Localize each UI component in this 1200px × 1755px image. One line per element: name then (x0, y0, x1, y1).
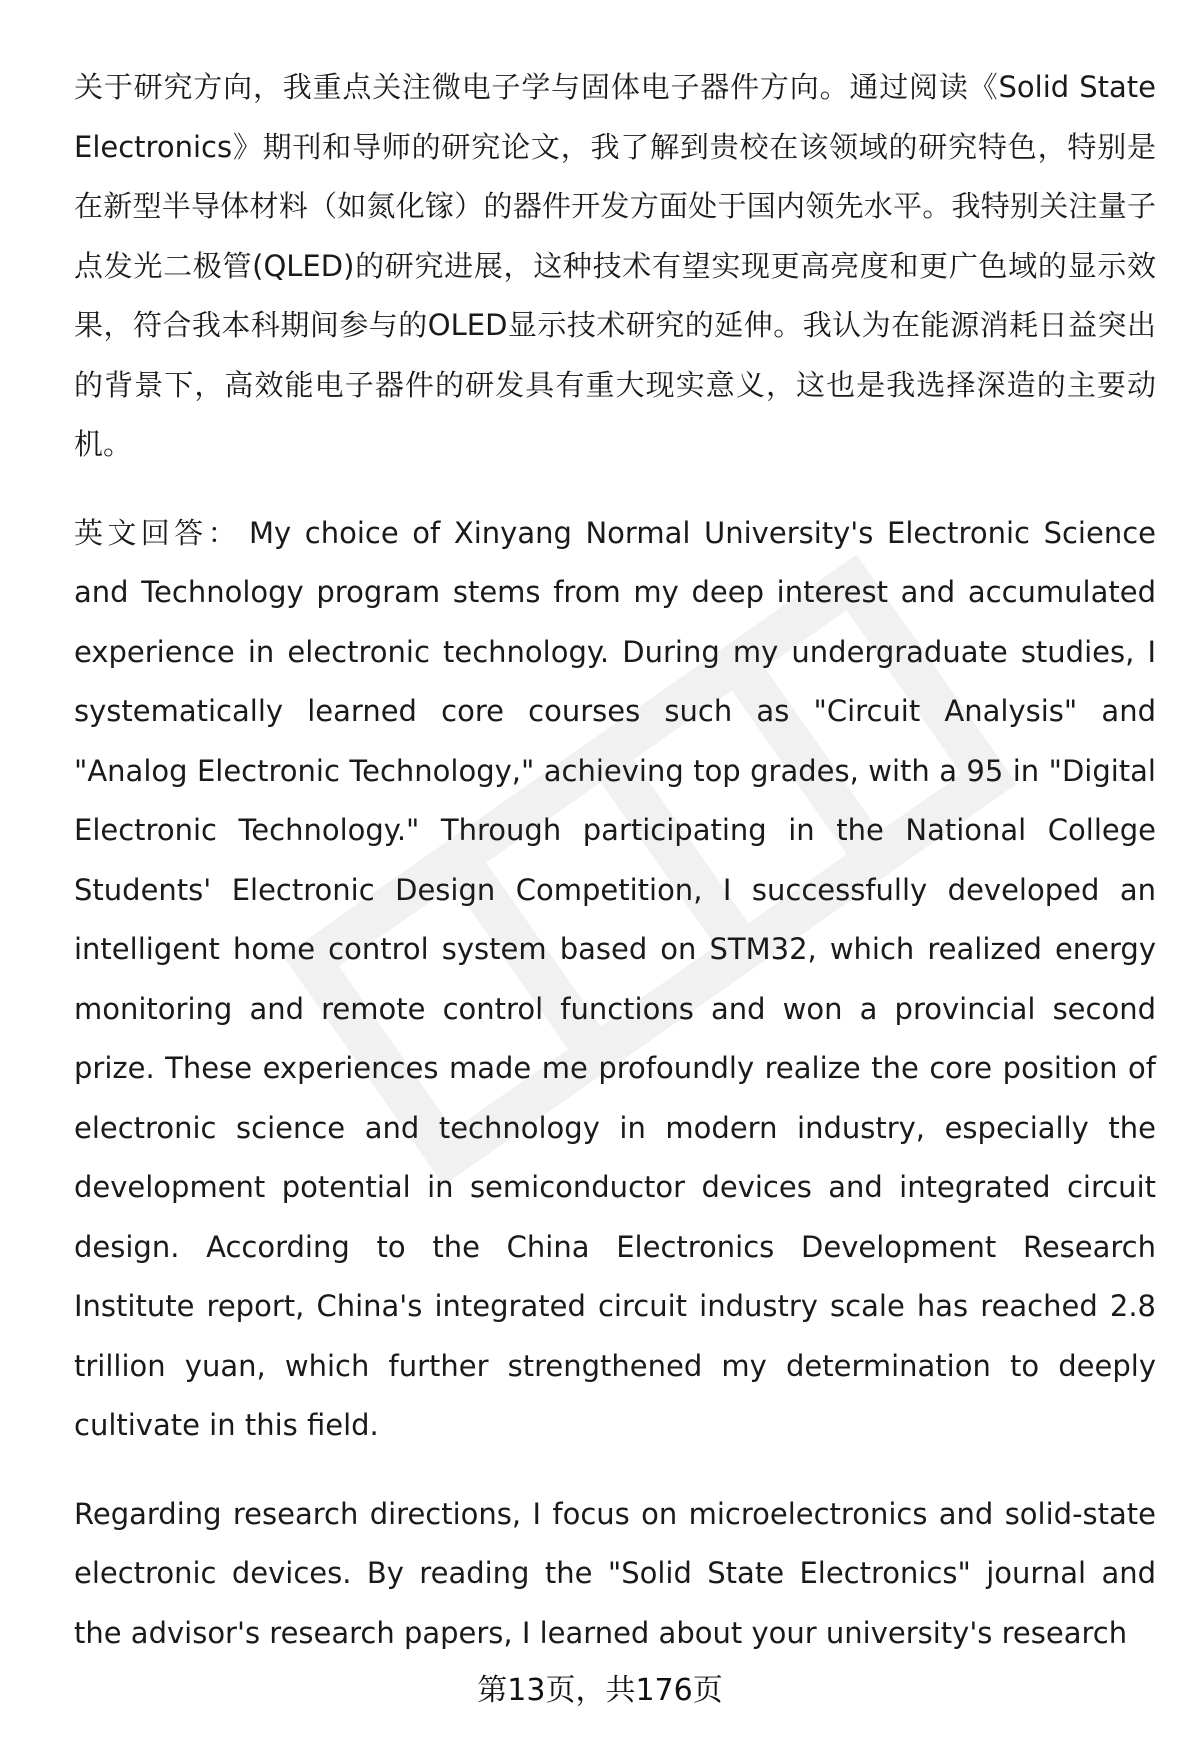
paragraph-text: 关于研究方向，我重点关注微电子学与固体电子器件方向。通过阅读《Solid State Electronics》期刊和导师的研究论文，我了解到贵校在该领域的研究特色，特别是在新型半导体材料（如氮化镓）的器件开发方面处于国内领先水平。我特别关注量子点发光二极管(QLED)的研究进展，这种技术有望实现更高亮度和更广色域的显示效果，符合我本科期间参与的OLED显示技术研究的延伸。我认为在能源消耗日益突出的背景下，高效能电子器件的研发具有重大现实意义，这也是我选择深造的主要动机。 (74, 70, 1156, 461)
paragraph-text: Regarding research directions, I focus on microelectronics and solid-state electronic devices. By reading the "Solid State Electronics" journal and the advisor's research papers, I learned about your university's research (74, 1496, 1156, 1650)
answer-lead-label: 英文回答： (74, 515, 241, 550)
paragraph-text: My choice of Xinyang Normal University's Electronic Science and Technology program stems from my deep interest and accumulated experience in electronic technology. During my undergraduate studies, I systematically learned core courses such as "Circuit Analysis" and "Analog Electronic Technology," achieving top grades, with a 95 in "Digital Electronic Technology." Through participating in the National College Students' Electronic Design Competition, I successfully developed an intelligent home control system based on STM32, which realized energy monitoring and remote control functions and won a provincial second prize. These experiences made me profoundly realize the core position of electronic science and technology in modern industry, especially the development potential in semiconductor devices and integrated circuit design. According to the China Electronics Development Research Institute report, China's integrated circuit industry scale has reached 2.8 trillion yuan, which further strengthened my determination to deeply cultivate in this field. (74, 515, 1156, 1442)
paragraph-chinese-research (74, 58, 1156, 475)
page-number-footer: 第13页，共176页 (477, 1673, 723, 1708)
document-body (74, 58, 1156, 1692)
paragraph-english-research (74, 1485, 1156, 1664)
paragraph-english-answer (74, 504, 1156, 1456)
